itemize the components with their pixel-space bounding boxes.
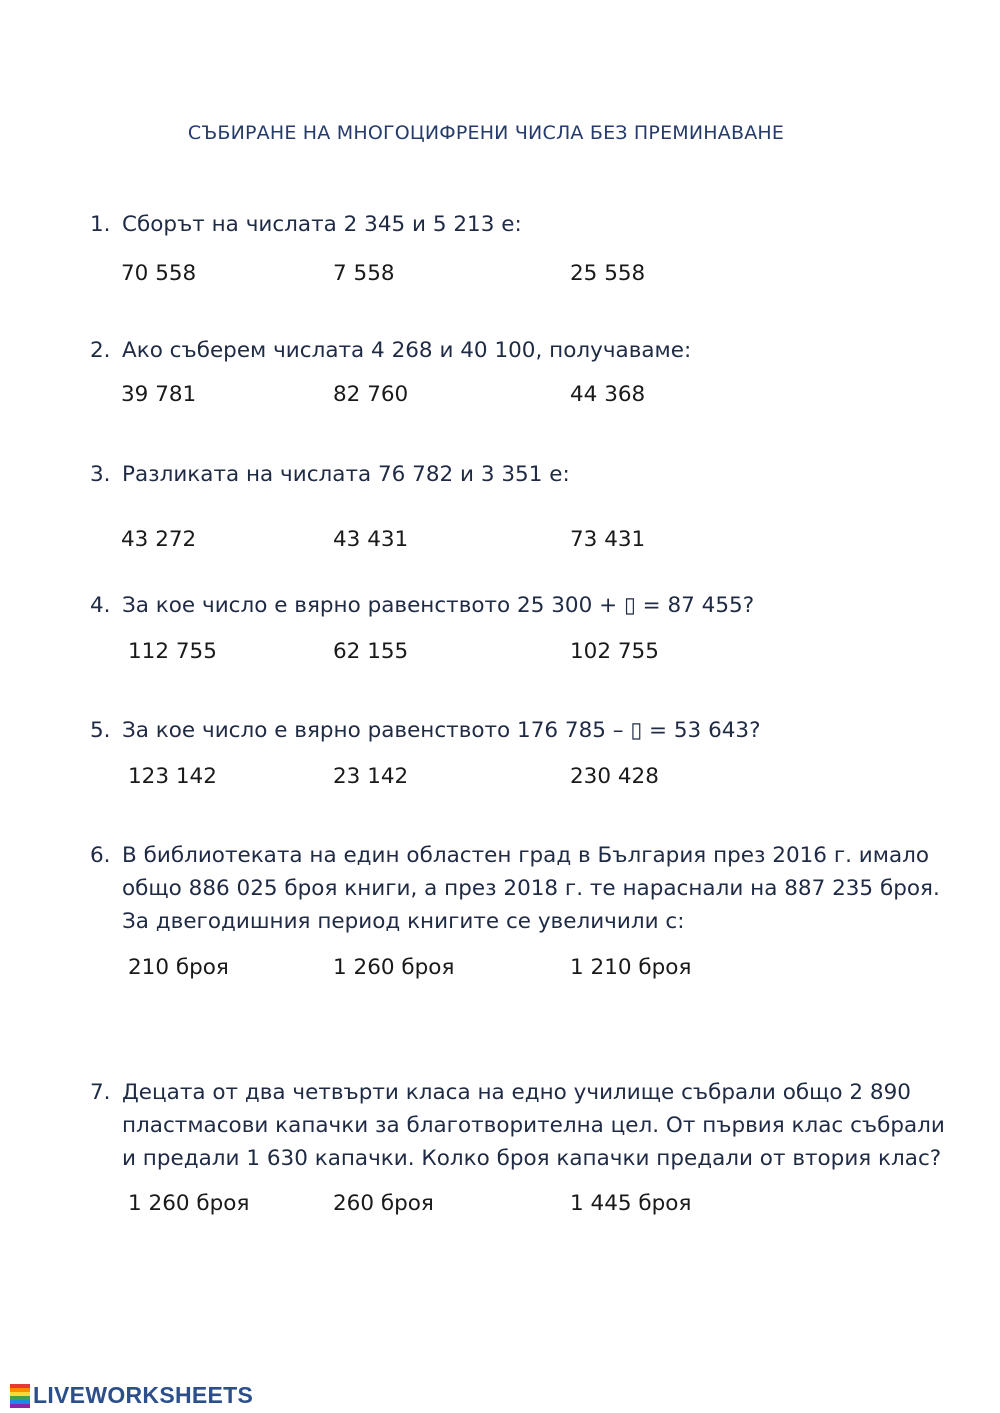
- question-7: [90, 1076, 945, 1175]
- question-text: Ако съберем числата 4 268 и 40 100, получаваме:: [122, 338, 692, 363]
- answer-option-3c[interactable]: 73 431: [570, 527, 646, 552]
- answer-option-6b[interactable]: 1 260 броя: [333, 955, 455, 980]
- answer-option-6a[interactable]: 210 броя: [128, 955, 229, 980]
- answer-option-7b[interactable]: 260 броя: [333, 1191, 434, 1216]
- question-number: 6.: [90, 843, 111, 868]
- answer-option-1c[interactable]: 25 558: [570, 261, 646, 286]
- answer-option-2b[interactable]: 82 760: [333, 382, 409, 407]
- question-text: За кое число е вярно равенството 25 300 + ▯ = 87 455?: [122, 593, 755, 618]
- question-text: общо 886 025 броя книги, а през 2018 г. те нараснали на 887 235 броя.: [122, 876, 940, 901]
- liveworksheets-footer[interactable]: [10, 1382, 253, 1409]
- question-3: [90, 458, 570, 491]
- logo-stripe: [10, 1404, 30, 1408]
- answer-option-5c[interactable]: 230 428: [570, 764, 659, 789]
- question-text: и предали 1 630 капачки. Колко броя капачки предали от втория клас?: [122, 1146, 942, 1171]
- question-6: [90, 839, 940, 938]
- question-4: [90, 589, 754, 622]
- question-text: За двегодишния период книгите се увеличили с:: [122, 909, 685, 934]
- question-5: [90, 714, 761, 747]
- question-text: За кое число е вярно равенството 176 785 – ▯ = 53 643?: [122, 718, 761, 743]
- answer-option-3a[interactable]: 43 272: [121, 527, 197, 552]
- question-number: 3.: [90, 462, 111, 487]
- question-text: Разликата на числата 76 782 и 3 351 е:: [122, 462, 570, 487]
- answer-option-2a[interactable]: 39 781: [121, 382, 197, 407]
- answer-option-3b[interactable]: 43 431: [333, 527, 409, 552]
- answer-option-4a[interactable]: 112 755: [128, 639, 217, 664]
- answer-option-6c[interactable]: 1 210 броя: [570, 955, 692, 980]
- question-1: [90, 208, 522, 241]
- question-text: пластмасови капачки за благотворителна цел. От първия клас събрали: [122, 1113, 945, 1138]
- question-number: 1.: [90, 212, 111, 237]
- question-text: Децата от два четвърти класа на едно училище събрали общо 2 890: [122, 1080, 911, 1105]
- answer-option-5b[interactable]: 23 142: [333, 764, 409, 789]
- question-2: [90, 334, 691, 367]
- answer-option-4b[interactable]: 62 155: [333, 639, 409, 664]
- answer-option-4c[interactable]: 102 755: [570, 639, 659, 664]
- page-title: СЪБИРАНЕ НА МНОГОЦИФРЕНИ ЧИСЛА БЕЗ ПРЕМИНАВАНЕ: [187, 122, 785, 144]
- answer-option-7c[interactable]: 1 445 броя: [570, 1191, 692, 1216]
- answer-option-1a[interactable]: 70 558: [121, 261, 197, 286]
- question-number: 5.: [90, 718, 111, 743]
- answer-option-1b[interactable]: 7 558: [333, 261, 395, 286]
- question-text: Сборът на числата 2 345 и 5 213 е:: [122, 212, 522, 237]
- question-text: В библиотеката на един областен град в България през 2016 г. имало: [122, 843, 930, 868]
- question-number: 2.: [90, 338, 111, 363]
- answer-option-5a[interactable]: 123 142: [128, 764, 217, 789]
- question-number: 7.: [90, 1080, 111, 1105]
- answer-option-2c[interactable]: 44 368: [570, 382, 646, 407]
- answer-option-7a[interactable]: 1 260 броя: [128, 1191, 250, 1216]
- question-number: 4.: [90, 593, 111, 618]
- liveworksheets-logo-text: LIVEWORKSHEETS: [33, 1382, 254, 1408]
- liveworksheets-logo-icon: [10, 1384, 30, 1408]
